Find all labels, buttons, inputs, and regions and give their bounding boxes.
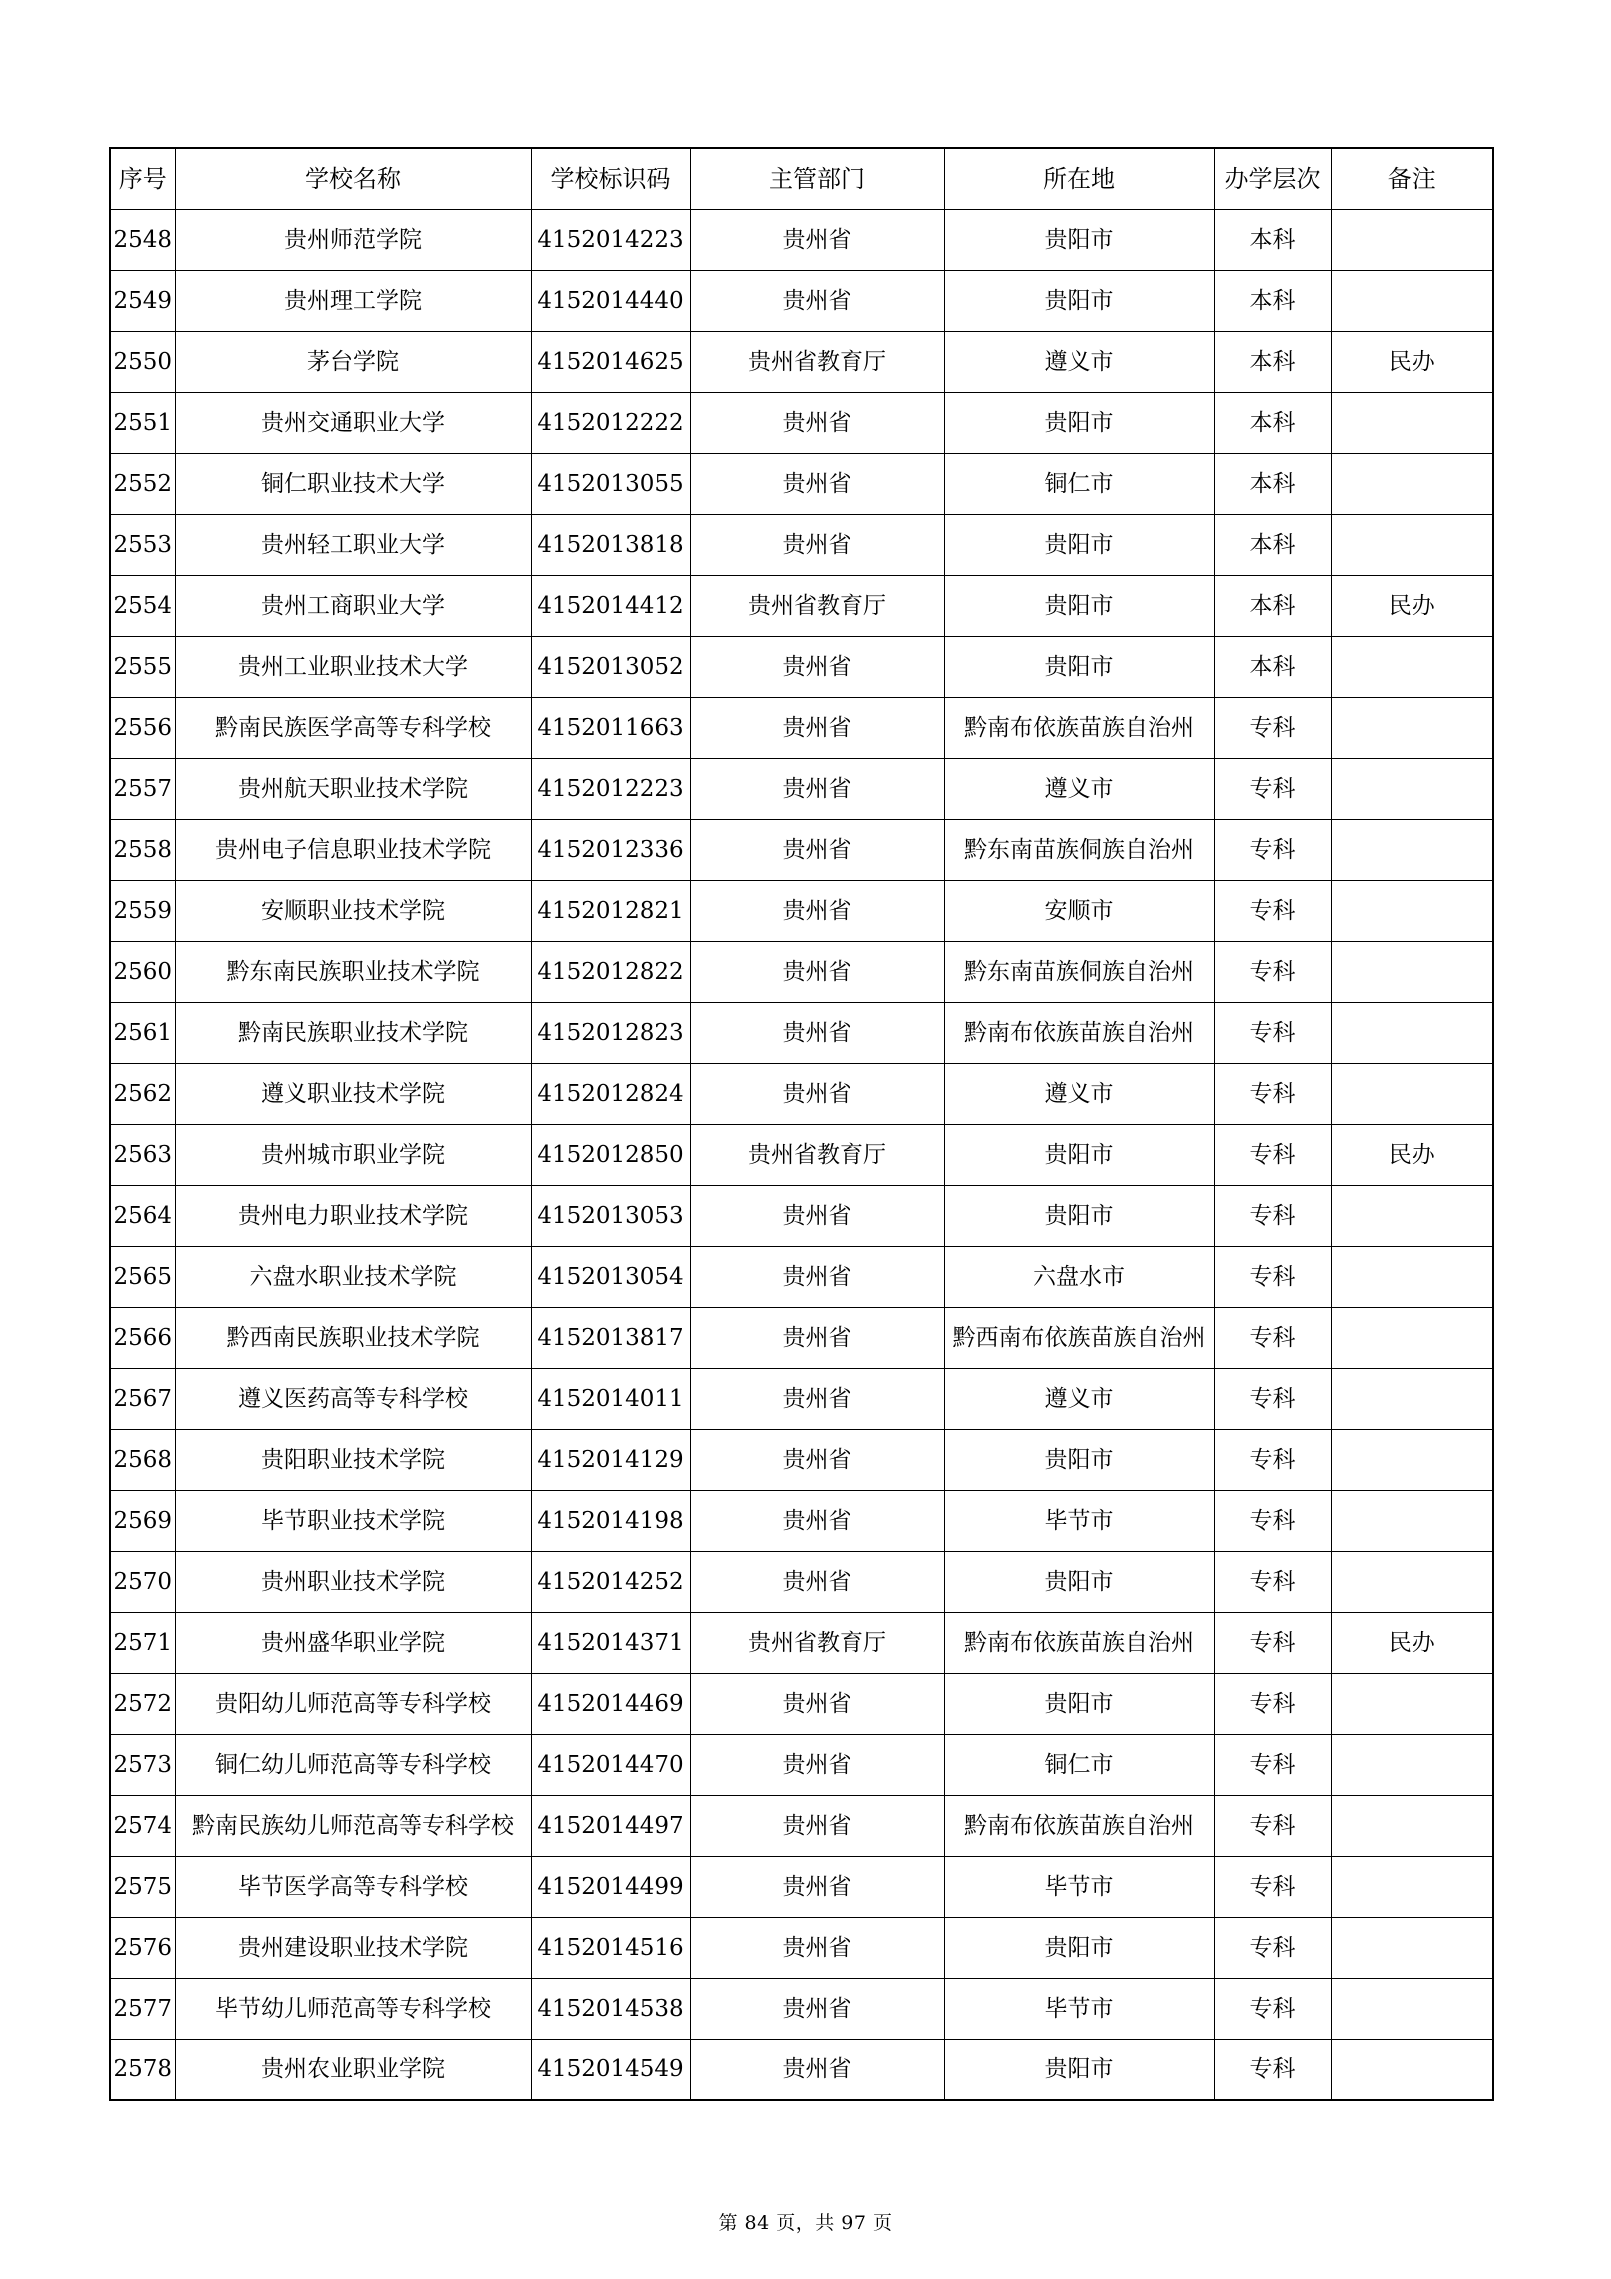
cell-level: 专科 bbox=[1214, 1551, 1331, 1612]
cell-index: 2567 bbox=[110, 1368, 175, 1429]
cell-authority: 贵州省 bbox=[690, 453, 944, 514]
table-row bbox=[110, 1490, 1493, 1551]
table-row bbox=[110, 1917, 1493, 1978]
cell-level: 专科 bbox=[1214, 1795, 1331, 1856]
cell-school-code: 4152012822 bbox=[531, 941, 690, 1002]
table-row bbox=[110, 453, 1493, 514]
cell-index: 2577 bbox=[110, 1978, 175, 2039]
cell-location: 黔东南苗族侗族自治州 bbox=[944, 819, 1214, 880]
cell-remarks: 民办 bbox=[1331, 1124, 1493, 1185]
cell-remarks: 民办 bbox=[1331, 1612, 1493, 1673]
cell-location: 黔东南苗族侗族自治州 bbox=[944, 941, 1214, 1002]
table-row bbox=[110, 575, 1493, 636]
cell-remarks bbox=[1331, 1551, 1493, 1612]
table-row bbox=[110, 1856, 1493, 1917]
cell-remarks bbox=[1331, 697, 1493, 758]
cell-index: 2573 bbox=[110, 1734, 175, 1795]
cell-remarks bbox=[1331, 1978, 1493, 2039]
table-row bbox=[110, 1978, 1493, 2039]
header-index: 序号 bbox=[110, 148, 175, 209]
cell-location: 贵阳市 bbox=[944, 392, 1214, 453]
cell-school-code: 4152012222 bbox=[531, 392, 690, 453]
cell-level: 专科 bbox=[1214, 819, 1331, 880]
cell-index: 2564 bbox=[110, 1185, 175, 1246]
cell-location: 安顺市 bbox=[944, 880, 1214, 941]
cell-remarks bbox=[1331, 880, 1493, 941]
cell-location: 铜仁市 bbox=[944, 1734, 1214, 1795]
table-row bbox=[110, 1551, 1493, 1612]
cell-authority: 贵州省 bbox=[690, 2039, 944, 2100]
cell-location: 贵阳市 bbox=[944, 1551, 1214, 1612]
cell-authority: 贵州省 bbox=[690, 636, 944, 697]
cell-authority: 贵州省 bbox=[690, 1978, 944, 2039]
cell-school-name: 黔南民族医学高等专科学校 bbox=[175, 697, 531, 758]
cell-location: 贵阳市 bbox=[944, 636, 1214, 697]
cell-level: 专科 bbox=[1214, 1856, 1331, 1917]
cell-remarks bbox=[1331, 1063, 1493, 1124]
cell-index: 2570 bbox=[110, 1551, 175, 1612]
cell-level: 专科 bbox=[1214, 1490, 1331, 1551]
cell-remarks: 民办 bbox=[1331, 331, 1493, 392]
cell-school-name: 安顺职业技术学院 bbox=[175, 880, 531, 941]
cell-authority: 贵州省 bbox=[690, 880, 944, 941]
cell-school-name: 贵州电力职业技术学院 bbox=[175, 1185, 531, 1246]
cell-location: 贵阳市 bbox=[944, 1185, 1214, 1246]
cell-school-code: 4152013055 bbox=[531, 453, 690, 514]
cell-location: 贵阳市 bbox=[944, 514, 1214, 575]
table-row bbox=[110, 1734, 1493, 1795]
cell-authority: 贵州省 bbox=[690, 819, 944, 880]
header-level: 办学层次 bbox=[1214, 148, 1331, 209]
table-row bbox=[110, 2039, 1493, 2100]
cell-remarks bbox=[1331, 1307, 1493, 1368]
cell-location: 黔南布依族苗族自治州 bbox=[944, 697, 1214, 758]
cell-location: 黔南布依族苗族自治州 bbox=[944, 1002, 1214, 1063]
table-row bbox=[110, 941, 1493, 1002]
header-school-code: 学校标识码 bbox=[531, 148, 690, 209]
table-row bbox=[110, 880, 1493, 941]
cell-remarks bbox=[1331, 1856, 1493, 1917]
cell-location: 贵阳市 bbox=[944, 2039, 1214, 2100]
cell-school-code: 4152014516 bbox=[531, 1917, 690, 1978]
cell-index: 2550 bbox=[110, 331, 175, 392]
cell-school-code: 4152013052 bbox=[531, 636, 690, 697]
cell-remarks bbox=[1331, 1490, 1493, 1551]
cell-school-name: 铜仁职业技术大学 bbox=[175, 453, 531, 514]
cell-level: 专科 bbox=[1214, 697, 1331, 758]
cell-location: 黔南布依族苗族自治州 bbox=[944, 1795, 1214, 1856]
cell-authority: 贵州省教育厅 bbox=[690, 331, 944, 392]
cell-school-code: 4152013818 bbox=[531, 514, 690, 575]
cell-school-code: 4152014549 bbox=[531, 2039, 690, 2100]
cell-index: 2571 bbox=[110, 1612, 175, 1673]
cell-level: 本科 bbox=[1214, 453, 1331, 514]
cell-school-name: 贵州航天职业技术学院 bbox=[175, 758, 531, 819]
cell-school-code: 4152014625 bbox=[531, 331, 690, 392]
cell-authority: 贵州省 bbox=[690, 1063, 944, 1124]
cell-school-code: 4152012824 bbox=[531, 1063, 690, 1124]
cell-school-code: 4152012821 bbox=[531, 880, 690, 941]
cell-location: 毕节市 bbox=[944, 1978, 1214, 2039]
cell-authority: 贵州省 bbox=[690, 1307, 944, 1368]
cell-level: 专科 bbox=[1214, 1307, 1331, 1368]
cell-level: 本科 bbox=[1214, 331, 1331, 392]
cell-authority: 贵州省 bbox=[690, 270, 944, 331]
cell-index: 2557 bbox=[110, 758, 175, 819]
cell-index: 2551 bbox=[110, 392, 175, 453]
cell-school-code: 4152013053 bbox=[531, 1185, 690, 1246]
cell-location: 遵义市 bbox=[944, 1368, 1214, 1429]
table-row bbox=[110, 1063, 1493, 1124]
cell-location: 遵义市 bbox=[944, 758, 1214, 819]
cell-level: 专科 bbox=[1214, 1429, 1331, 1490]
cell-remarks bbox=[1331, 1734, 1493, 1795]
cell-index: 2556 bbox=[110, 697, 175, 758]
cell-location: 贵阳市 bbox=[944, 1917, 1214, 1978]
cell-level: 专科 bbox=[1214, 1612, 1331, 1673]
table-row bbox=[110, 1307, 1493, 1368]
cell-school-name: 贵州建设职业技术学院 bbox=[175, 1917, 531, 1978]
cell-school-code: 4152014129 bbox=[531, 1429, 690, 1490]
cell-location: 贵阳市 bbox=[944, 1429, 1214, 1490]
table-row bbox=[110, 819, 1493, 880]
cell-school-name: 黔南民族幼儿师范高等专科学校 bbox=[175, 1795, 531, 1856]
cell-location: 六盘水市 bbox=[944, 1246, 1214, 1307]
cell-level: 专科 bbox=[1214, 1185, 1331, 1246]
cell-school-name: 贵州轻工职业大学 bbox=[175, 514, 531, 575]
table-row bbox=[110, 1246, 1493, 1307]
cell-level: 本科 bbox=[1214, 209, 1331, 270]
cell-school-code: 4152014412 bbox=[531, 575, 690, 636]
cell-school-name: 贵州交通职业大学 bbox=[175, 392, 531, 453]
cell-location: 贵阳市 bbox=[944, 575, 1214, 636]
header-authority: 主管部门 bbox=[690, 148, 944, 209]
cell-school-name: 黔西南民族职业技术学院 bbox=[175, 1307, 531, 1368]
cell-authority: 贵州省教育厅 bbox=[690, 1612, 944, 1673]
cell-school-name: 贵州理工学院 bbox=[175, 270, 531, 331]
cell-level: 专科 bbox=[1214, 1063, 1331, 1124]
cell-level: 专科 bbox=[1214, 1246, 1331, 1307]
cell-school-code: 4152014198 bbox=[531, 1490, 690, 1551]
cell-school-name: 黔东南民族职业技术学院 bbox=[175, 941, 531, 1002]
cell-level: 专科 bbox=[1214, 1368, 1331, 1429]
header-remarks: 备注 bbox=[1331, 148, 1493, 209]
cell-authority: 贵州省 bbox=[690, 758, 944, 819]
table-row bbox=[110, 758, 1493, 819]
cell-school-code: 4152014252 bbox=[531, 1551, 690, 1612]
cell-location: 贵阳市 bbox=[944, 1124, 1214, 1185]
cell-authority: 贵州省 bbox=[690, 1795, 944, 1856]
cell-location: 毕节市 bbox=[944, 1856, 1214, 1917]
cell-level: 本科 bbox=[1214, 514, 1331, 575]
cell-school-code: 4152014223 bbox=[531, 209, 690, 270]
cell-remarks bbox=[1331, 1795, 1493, 1856]
cell-authority: 贵州省 bbox=[690, 1551, 944, 1612]
cell-school-code: 4152014011 bbox=[531, 1368, 690, 1429]
cell-authority: 贵州省 bbox=[690, 941, 944, 1002]
cell-index: 2566 bbox=[110, 1307, 175, 1368]
cell-school-code: 4152014469 bbox=[531, 1673, 690, 1734]
cell-remarks bbox=[1331, 392, 1493, 453]
cell-index: 2569 bbox=[110, 1490, 175, 1551]
cell-school-name: 贵州师范学院 bbox=[175, 209, 531, 270]
cell-index: 2559 bbox=[110, 880, 175, 941]
cell-level: 专科 bbox=[1214, 941, 1331, 1002]
cell-school-name: 黔南民族职业技术学院 bbox=[175, 1002, 531, 1063]
cell-school-name: 六盘水职业技术学院 bbox=[175, 1246, 531, 1307]
cell-index: 2555 bbox=[110, 636, 175, 697]
table-row bbox=[110, 1185, 1493, 1246]
cell-school-name: 毕节幼儿师范高等专科学校 bbox=[175, 1978, 531, 2039]
cell-index: 2572 bbox=[110, 1673, 175, 1734]
cell-remarks bbox=[1331, 453, 1493, 514]
cell-index: 2560 bbox=[110, 941, 175, 1002]
cell-remarks bbox=[1331, 1002, 1493, 1063]
cell-school-code: 4152014440 bbox=[531, 270, 690, 331]
cell-school-code: 4152013054 bbox=[531, 1246, 690, 1307]
cell-level: 专科 bbox=[1214, 1124, 1331, 1185]
cell-location: 铜仁市 bbox=[944, 453, 1214, 514]
cell-index: 2565 bbox=[110, 1246, 175, 1307]
cell-authority: 贵州省 bbox=[690, 1673, 944, 1734]
table-row bbox=[110, 270, 1493, 331]
cell-level: 专科 bbox=[1214, 1002, 1331, 1063]
cell-school-code: 4152012336 bbox=[531, 819, 690, 880]
cell-school-name: 贵州盛华职业学院 bbox=[175, 1612, 531, 1673]
cell-remarks bbox=[1331, 758, 1493, 819]
cell-authority: 贵州省 bbox=[690, 1734, 944, 1795]
cell-remarks bbox=[1331, 1429, 1493, 1490]
cell-authority: 贵州省教育厅 bbox=[690, 575, 944, 636]
table-row bbox=[110, 1612, 1493, 1673]
cell-index: 2558 bbox=[110, 819, 175, 880]
cell-school-name: 贵州职业技术学院 bbox=[175, 1551, 531, 1612]
cell-authority: 贵州省 bbox=[690, 1917, 944, 1978]
cell-index: 2574 bbox=[110, 1795, 175, 1856]
table-row bbox=[110, 514, 1493, 575]
cell-authority: 贵州省 bbox=[690, 392, 944, 453]
cell-level: 本科 bbox=[1214, 270, 1331, 331]
cell-index: 2562 bbox=[110, 1063, 175, 1124]
cell-index: 2552 bbox=[110, 453, 175, 514]
cell-level: 专科 bbox=[1214, 880, 1331, 941]
cell-authority: 贵州省 bbox=[690, 1429, 944, 1490]
cell-school-name: 贵州工业职业技术大学 bbox=[175, 636, 531, 697]
cell-remarks bbox=[1331, 1246, 1493, 1307]
table-row bbox=[110, 1429, 1493, 1490]
cell-school-code: 4152014538 bbox=[531, 1978, 690, 2039]
cell-school-code: 4152012850 bbox=[531, 1124, 690, 1185]
table-row bbox=[110, 1368, 1493, 1429]
cell-authority: 贵州省 bbox=[690, 209, 944, 270]
table-row bbox=[110, 1002, 1493, 1063]
cell-index: 2563 bbox=[110, 1124, 175, 1185]
cell-remarks bbox=[1331, 819, 1493, 880]
cell-school-name: 铜仁幼儿师范高等专科学校 bbox=[175, 1734, 531, 1795]
cell-school-name: 贵州城市职业学院 bbox=[175, 1124, 531, 1185]
cell-location: 黔南布依族苗族自治州 bbox=[944, 1612, 1214, 1673]
cell-school-name: 贵州电子信息职业技术学院 bbox=[175, 819, 531, 880]
cell-remarks bbox=[1331, 1917, 1493, 1978]
cell-school-code: 4152012223 bbox=[531, 758, 690, 819]
cell-remarks: 民办 bbox=[1331, 575, 1493, 636]
table-row bbox=[110, 209, 1493, 270]
cell-index: 2549 bbox=[110, 270, 175, 331]
cell-level: 专科 bbox=[1214, 758, 1331, 819]
cell-school-name: 贵阳幼儿师范高等专科学校 bbox=[175, 1673, 531, 1734]
cell-remarks bbox=[1331, 941, 1493, 1002]
cell-authority: 贵州省 bbox=[690, 1490, 944, 1551]
cell-remarks bbox=[1331, 1185, 1493, 1246]
cell-school-name: 遵义医药高等专科学校 bbox=[175, 1368, 531, 1429]
cell-index: 2553 bbox=[110, 514, 175, 575]
header-school-name: 学校名称 bbox=[175, 148, 531, 209]
cell-authority: 贵州省 bbox=[690, 514, 944, 575]
cell-location: 遵义市 bbox=[944, 1063, 1214, 1124]
cell-school-name: 贵州工商职业大学 bbox=[175, 575, 531, 636]
cell-index: 2554 bbox=[110, 575, 175, 636]
table-row bbox=[110, 392, 1493, 453]
cell-remarks bbox=[1331, 1673, 1493, 1734]
cell-school-code: 4152013817 bbox=[531, 1307, 690, 1368]
cell-level: 专科 bbox=[1214, 1673, 1331, 1734]
cell-index: 2561 bbox=[110, 1002, 175, 1063]
cell-school-name: 贵阳职业技术学院 bbox=[175, 1429, 531, 1490]
cell-level: 本科 bbox=[1214, 575, 1331, 636]
table-row bbox=[110, 1124, 1493, 1185]
cell-level: 专科 bbox=[1214, 2039, 1331, 2100]
cell-school-code: 4152012823 bbox=[531, 1002, 690, 1063]
cell-school-code: 4152014499 bbox=[531, 1856, 690, 1917]
cell-school-code: 4152014470 bbox=[531, 1734, 690, 1795]
cell-level: 本科 bbox=[1214, 392, 1331, 453]
cell-school-name: 遵义职业技术学院 bbox=[175, 1063, 531, 1124]
table-row bbox=[110, 331, 1493, 392]
cell-authority: 贵州省 bbox=[690, 697, 944, 758]
cell-authority: 贵州省 bbox=[690, 1002, 944, 1063]
cell-school-code: 4152014371 bbox=[531, 1612, 690, 1673]
cell-index: 2576 bbox=[110, 1917, 175, 1978]
table-row bbox=[110, 636, 1493, 697]
cell-index: 2548 bbox=[110, 209, 175, 270]
cell-index: 2568 bbox=[110, 1429, 175, 1490]
cell-authority: 贵州省 bbox=[690, 1368, 944, 1429]
table-row bbox=[110, 1673, 1493, 1734]
page-footer: 第 84 页，共 97 页 bbox=[718, 2212, 893, 2234]
cell-remarks bbox=[1331, 636, 1493, 697]
cell-remarks bbox=[1331, 1368, 1493, 1429]
cell-level: 本科 bbox=[1214, 636, 1331, 697]
cell-authority: 贵州省教育厅 bbox=[690, 1124, 944, 1185]
cell-location: 贵阳市 bbox=[944, 209, 1214, 270]
cell-index: 2575 bbox=[110, 1856, 175, 1917]
school-list-table bbox=[109, 147, 1494, 2101]
cell-school-name: 贵州农业职业学院 bbox=[175, 2039, 531, 2100]
cell-level: 专科 bbox=[1214, 1978, 1331, 2039]
table-row bbox=[110, 1795, 1493, 1856]
cell-authority: 贵州省 bbox=[690, 1185, 944, 1246]
header-location: 所在地 bbox=[944, 148, 1214, 209]
cell-location: 贵阳市 bbox=[944, 1673, 1214, 1734]
table-header-row bbox=[110, 148, 1493, 209]
cell-level: 专科 bbox=[1214, 1734, 1331, 1795]
cell-school-code: 4152014497 bbox=[531, 1795, 690, 1856]
cell-remarks bbox=[1331, 514, 1493, 575]
cell-location: 毕节市 bbox=[944, 1490, 1214, 1551]
cell-school-code: 4152011663 bbox=[531, 697, 690, 758]
cell-location: 黔西南布依族苗族自治州 bbox=[944, 1307, 1214, 1368]
cell-authority: 贵州省 bbox=[690, 1856, 944, 1917]
cell-school-name: 茅台学院 bbox=[175, 331, 531, 392]
cell-level: 专科 bbox=[1214, 1917, 1331, 1978]
cell-remarks bbox=[1331, 209, 1493, 270]
cell-remarks bbox=[1331, 2039, 1493, 2100]
cell-school-name: 毕节医学高等专科学校 bbox=[175, 1856, 531, 1917]
cell-location: 遵义市 bbox=[944, 331, 1214, 392]
cell-location: 贵阳市 bbox=[944, 270, 1214, 331]
table-row bbox=[110, 697, 1493, 758]
cell-school-name: 毕节职业技术学院 bbox=[175, 1490, 531, 1551]
cell-remarks bbox=[1331, 270, 1493, 331]
cell-authority: 贵州省 bbox=[690, 1246, 944, 1307]
cell-index: 2578 bbox=[110, 2039, 175, 2100]
